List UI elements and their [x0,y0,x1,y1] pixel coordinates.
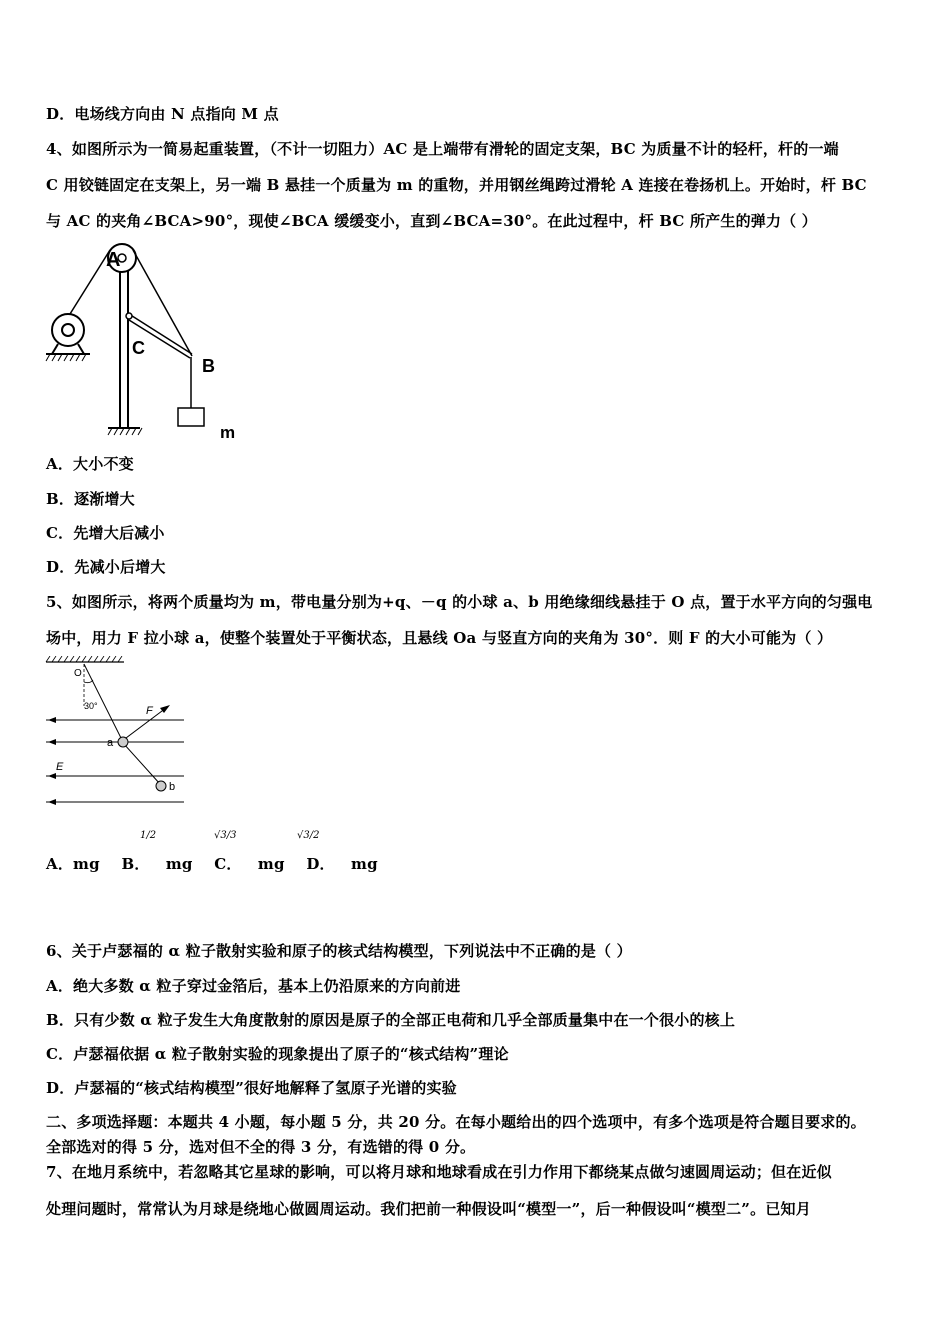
fraction-c: √3/3 [214,830,237,841]
crane-figure [40,240,260,445]
q4-stem-3: 与 AC 的夹角∠BCA>90°，现使∠BCA 缓缓变小，直到∠BCA=30°。在此过程中，杆 BC 所产生的弹力（ ） [46,212,817,230]
label-C: C [132,338,145,358]
q7-stem-2: 处理问题时，常常认为月球是绕地心做圆周运动。我们把前一种假设叫“模型一”，后一种假设叫“模型二”。已知月 [46,1200,811,1218]
q7-stem-1: 7、在地月系统中，若忽略其它星球的影响，可以将月球和地球看成在引力作用下都绕某点做匀速圆周运动；但在近似 [46,1163,832,1181]
label-B: B [202,356,215,376]
label-E: E [56,761,64,773]
q4-stem-2: C 用铰链固定在支架上，另一端 B 悬挂一个质量为 m 的重物，并用钢丝绳跨过滑轮 A 连接在卷扬机上。开始时，杆 BC [46,176,867,194]
q5-stem-2: 场中，用力 F 拉小球 a，使整个装置处于平衡状态，且悬线 Oa 与竖直方向的夹角为 30°．则 F 的大小可能为（ ） [46,629,833,647]
section2-intro-2: 全部选对的得 5 分，选对但不全的得 3 分，有选错的得 0 分。 [46,1138,476,1156]
section2-intro-1: 二、多项选择题：本题共 4 小题，每小题 5 分，共 20 分。在每小题给出的四个选项中，有多个选项是符合题目要求的。 [46,1113,866,1131]
q4-stem-1: 4、如图所示为一简易起重装置，（不计一切阻力）AC 是上端带有滑轮的固定支架，BC 为质量不计的轻杆，杆的一端 [46,140,839,158]
q4-option-d: D．先减小后增大 [46,558,166,576]
q6-stem: 6、关于卢瑟福的 α 粒子散射实验和原子的核式结构模型，下列说法中不正确的是（ ） [46,942,632,960]
label-b: b [169,781,176,793]
q5-stem-1: 5、如图所示，将两个质量均为 m，带电量分别为+q、－q 的小球 a、b 用绝缘细线悬挂于 O 点，置于水平方向的匀强电 [46,593,873,611]
q5-options: A．mg B． mg C． mg D． mg [46,855,378,873]
q4-option-c: C．先增大后减小 [46,524,165,542]
q6-option-b: B．只有少数 α 粒子发生大角度散射的原因是原子的全部正电荷和几乎全部质量集中在一个很小的核上 [46,1011,736,1029]
label-F: F [146,705,153,717]
fraction-d: √3/2 [297,830,320,841]
label-angle: 30° [84,701,98,711]
label-O: O [74,668,82,679]
q4-option-a: A．大小不变 [46,455,134,473]
q6-option-c: C．卢瑟福依据 α 粒子散射实验的现象提出了原子的“核式结构”理论 [46,1045,509,1063]
label-a: a [107,737,114,749]
q4-option-b: B．逐渐增大 [46,490,135,508]
label-m: m [220,423,236,442]
q6-option-a: A．绝大多数 α 粒子穿过金箔后，基本上仍沿原来的方向前进 [46,977,461,995]
q6-option-d: D．卢瑟福的“核式结构模型”很好地解释了氢原子光谱的实验 [46,1079,457,1097]
label-A: A [106,249,121,271]
charged-balls-figure [44,656,189,806]
line-d-previous: D．电场线方向由 N 点指向 M 点 [46,105,279,123]
fraction-b: 1/2 [140,830,157,841]
